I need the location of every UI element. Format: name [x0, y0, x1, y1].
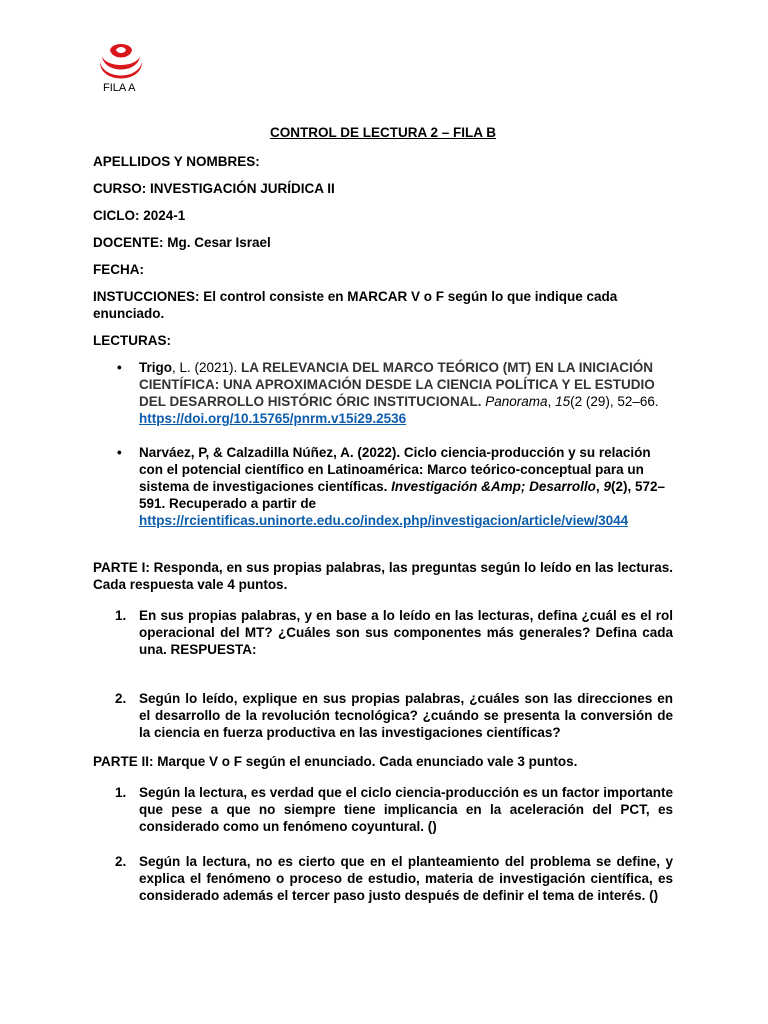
- field-ciclo: CICLO: 2024-1: [93, 208, 186, 223]
- question-text: Según lo leído, explique en sus propias palabras, ¿cuáles son las direcciones en el desarrollo de la revolución tecnológica? ¿cuándo se presenta la conversión de la ciencia en fuerza productiva en las investigaciones científicas?: [139, 691, 673, 740]
- field-instrucciones: INSTUCCIONES: El control consiste en MARCAR V o F según lo que indique cada enunciado.: [93, 289, 618, 321]
- ref-journal: Investigación &Amp; Desarrollo: [391, 479, 596, 494]
- ref-text: Narváez, P, & Calzadilla Núñez, A. (2022). Ciclo ciencia-producción y su relación con el potencial científico en Latinoamérica: Marco teórico-conceptual para un sistema de investigaciones científicas.: [139, 445, 651, 494]
- document-title: CONTROL DE LECTURA 2 – FILA B: [269, 125, 496, 140]
- university-logo: [96, 44, 146, 84]
- field-docente: DOCENTE: Mg. Cesar Israel: [93, 235, 271, 250]
- ref-doi-link[interactable]: https://doi.org/10.15765/pnrm.v15i29.2536: [139, 411, 407, 426]
- field-fecha: FECHA:: [93, 262, 144, 277]
- parte1-heading: PARTE I: Responda, en sus propias palabras, las preguntas según lo leído en las lecturas. Cada respuesta vale 4 puntos.: [93, 560, 673, 592]
- reference-item: [93, 444, 673, 529]
- parte2-questions: [93, 784, 673, 904]
- reference-item: [93, 359, 673, 427]
- question-item: [93, 784, 673, 835]
- ref-author-rest: , L. (2021).: [172, 360, 242, 375]
- ref-volume: 9: [603, 479, 611, 494]
- bullet-icon: •: [117, 360, 122, 375]
- lecturas-label: LECTURAS:: [93, 333, 171, 348]
- bullet-icon: •: [117, 445, 122, 460]
- ref-sep: ,: [595, 479, 604, 494]
- question-number: 1.: [115, 785, 127, 800]
- ref-volume: 15: [555, 394, 571, 409]
- fila-label: FILA A: [103, 82, 136, 94]
- question-number: 2.: [115, 854, 127, 869]
- ref-issue: (2 (29), 52–66.: [570, 394, 659, 409]
- question-number: 1.: [115, 608, 127, 623]
- ref-title: LA RELEVANCIA DEL MARCO TEÓRICO (MT) EN LA INICIACIÓN CIENTÍFICA: UNA APROXIMACIÓN DESDE LA CIENCIA POLÍTICA Y EL ESTUDIO DEL DESARROLLO HISTÓRIC ÓRIC INSTITUCIONAL.: [139, 360, 655, 409]
- document-content: [93, 124, 673, 922]
- ref-rest: (2), 572–591. Recuperado a partir de: [139, 479, 665, 511]
- question-text: En sus propias palabras, y en base a lo leído en las lecturas, defina ¿cuál es el rol operacional del MT? ¿Cuáles son sus componentes más generales? Defina cada una. RESPUESTA:: [139, 608, 673, 657]
- field-curso: CURSO: INVESTIGACIÓN JURÍDICA II: [93, 181, 335, 196]
- ref-url-link[interactable]: https://rcientificas.uninorte.edu.co/index.php/investigacion/article/view/3044: [139, 513, 629, 528]
- field-apellidos: APELLIDOS Y NOMBRES:: [93, 154, 260, 169]
- question-number: 2.: [115, 691, 127, 706]
- ref-author: Trigo: [139, 360, 172, 375]
- question-item: [93, 607, 673, 658]
- question-item: [93, 690, 673, 741]
- question-text: Según la lectura, es verdad que el ciclo ciencia-producción es un factor importante que pese a que no siempre tiene implicancia en la aceleración del PCT, es considerado como un fenómeno coyuntural. (): [139, 785, 673, 834]
- parte2-heading: PARTE II: Marque V o F según el enunciado. Cada enunciado vale 3 puntos.: [93, 754, 578, 769]
- reference-list: [93, 359, 673, 529]
- parte1-questions: [93, 607, 673, 741]
- ref-journal: Panorama: [485, 394, 548, 409]
- question-item: [93, 853, 673, 904]
- ref-sep: ,: [547, 394, 556, 409]
- question-text: Según la lectura, no es cierto que en el planteamiento del problema se define, y explica el fenómeno o proceso de estudio, materia de investigación científica, es considerado además el tercer paso justo después de definir el tema de interés. (): [139, 854, 673, 903]
